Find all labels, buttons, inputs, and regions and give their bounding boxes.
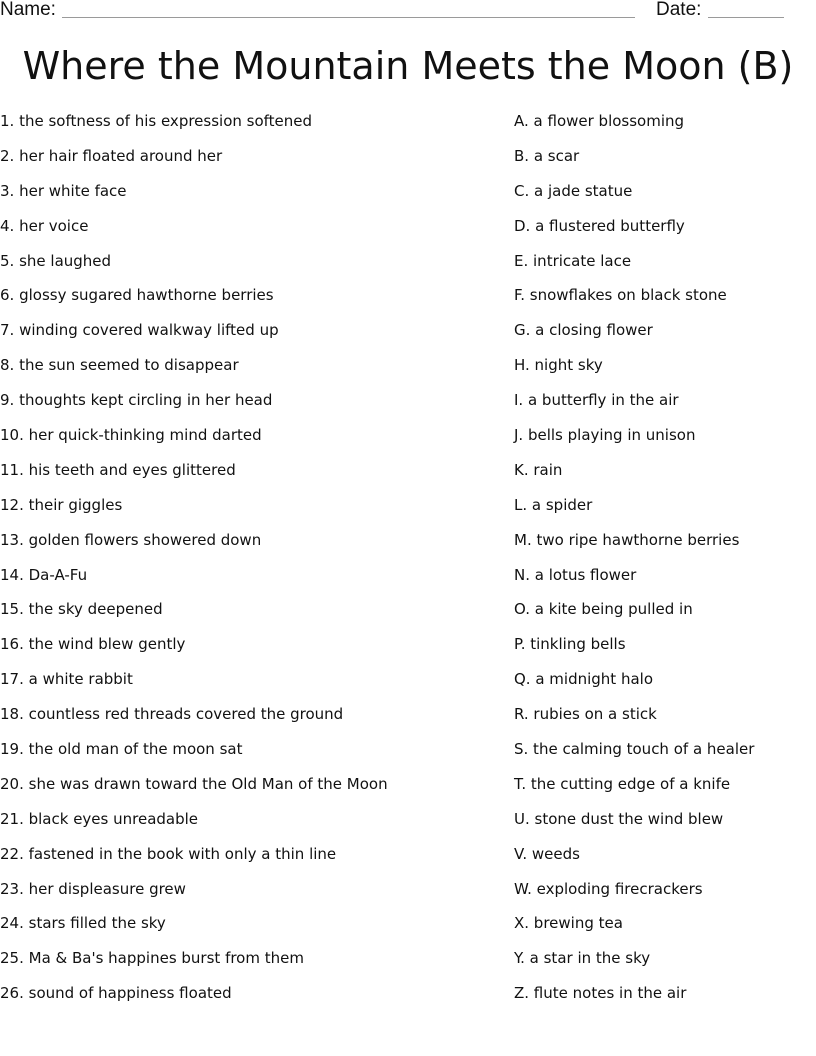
phrase-item: 17. a white rabbit	[0, 670, 133, 689]
comparison-choice: I. a butterfly in the air	[514, 391, 679, 410]
phrase-item: 1. the softness of his expression softened	[0, 112, 313, 130]
comparison-choice: B. a scar	[514, 146, 580, 165]
comparison-choice: V. weeds	[514, 844, 580, 863]
phrases-column	[0, 104, 500, 1011]
comparison-choice: S. the calming touch of a healer	[514, 740, 755, 759]
worksheet-header	[0, 0, 816, 24]
comparison-choice: L. a spider	[514, 495, 593, 514]
phrase-item: 20. she was drawn toward the Old Man of the Moon	[0, 774, 388, 793]
phrase-item: 3. her white face	[0, 181, 127, 200]
phrase-item: 12. their giggles	[0, 495, 123, 514]
comparison-choice: W. exploding firecrackers	[514, 879, 703, 898]
worksheet-title: Where the Mountain Meets the Moon (B)	[22, 44, 794, 88]
comparison-choice: F. snowflakes on black stone	[514, 286, 727, 305]
comparison-choice: X. brewing tea	[514, 914, 623, 933]
comparison-choice: M. two ripe hawthorne berries	[514, 530, 740, 549]
phrase-item: 19. the old man of the moon sat	[0, 740, 243, 759]
comparison-choice: A. a flower blossoming	[514, 112, 685, 130]
comparison-choice: D. a flustered butterfly	[514, 216, 685, 235]
comparison-choice: Z. flute notes in the air	[514, 984, 687, 1003]
name-blank-line	[62, 17, 635, 18]
phrase-item: 25. Ma & Ba's happines burst from them	[0, 949, 304, 968]
phrase-item: 23. her displeasure grew	[0, 879, 186, 898]
comparison-choice: K. rain	[514, 460, 563, 479]
comparison-choice: T. the cutting edge of a knife	[514, 774, 731, 793]
date-label: Date:	[656, 0, 702, 20]
phrase-item: 15. the sky deepened	[0, 600, 163, 619]
phrase-item: 18. countless red threads covered the ground	[0, 705, 344, 724]
phrase-item: 9. thoughts kept circling in her head	[0, 391, 273, 410]
comparison-choice: U. stone dust the wind blew	[514, 809, 724, 828]
phrase-item: 22. fastened in the book with only a thin line	[0, 844, 337, 863]
phrase-item: 6. glossy sugared hawthorne berries	[0, 286, 274, 305]
phrase-item: 24. stars filled the sky	[0, 914, 166, 933]
comparison-choice: C. a jade statue	[514, 181, 633, 200]
phrase-item: 16. the wind blew gently	[0, 635, 186, 654]
phrase-item: 11. his teeth and eyes glittered	[0, 460, 236, 479]
phrase-item: 10. her quick-thinking mind darted	[0, 426, 262, 445]
comparison-choice: G. a closing flower	[514, 321, 653, 340]
phrase-item: 14. Da-A-Fu	[0, 565, 88, 584]
comparison-choice: R. rubies on a stick	[514, 705, 657, 724]
phrase-item: 5. she laughed	[0, 251, 112, 270]
comparison-choice: J. bells playing in unison	[514, 426, 696, 445]
phrase-item: 8. the sun seemed to disappear	[0, 356, 239, 375]
comparison-choice: P. tinkling bells	[514, 635, 626, 654]
phrase-item: 26. sound of happiness floated	[0, 984, 232, 1003]
comparison-choice: E. intricate lace	[514, 251, 632, 270]
comparison-choice: Y. a star in the sky	[514, 949, 651, 968]
phrase-item: 7. winding covered walkway lifted up	[0, 321, 279, 340]
date-blank-line	[708, 17, 784, 18]
comparison-choice: Q. a midnight halo	[514, 670, 653, 689]
phrase-item: 13. golden flowers showered down	[0, 530, 262, 549]
phrase-item: 2. her hair floated around her	[0, 146, 223, 165]
comparisons-column	[514, 104, 814, 1011]
name-label: Name:	[0, 0, 56, 20]
comparison-choice: H. night sky	[514, 356, 603, 375]
comparison-choice: N. a lotus flower	[514, 565, 637, 584]
comparison-choice: O. a kite being pulled in	[514, 600, 693, 619]
phrase-item: 21. black eyes unreadable	[0, 809, 199, 828]
phrase-item: 4. her voice	[0, 216, 89, 235]
